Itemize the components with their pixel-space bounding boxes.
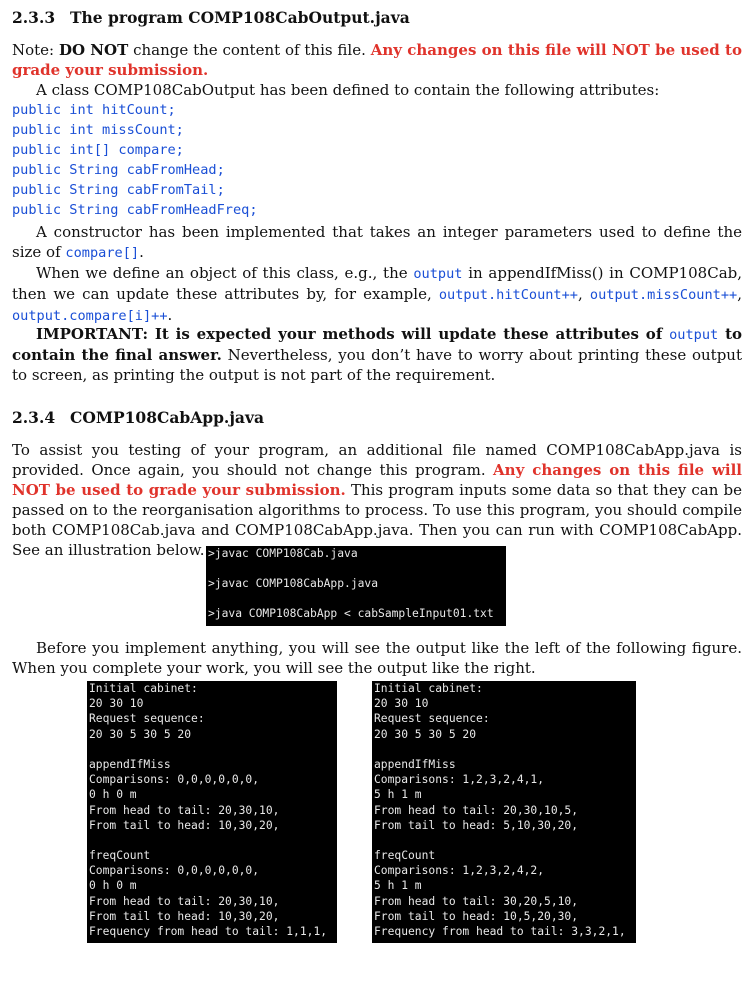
- command-terminal: [206, 546, 506, 626]
- terminal-line: freqCount: [374, 849, 436, 863]
- constructor-text: A constructor has been implemented that takes an integer parameters used to define the size of: [12, 223, 742, 261]
- terminal-line: Initial cabinet:: [89, 682, 198, 695]
- terminal-line: 0 h 0 m: [89, 788, 137, 802]
- terminal-line: [374, 742, 636, 757]
- note-bold: DO NOT: [58, 41, 129, 59]
- cabapp-paragraph: [12, 440, 742, 560]
- terminal-line: Frequency from head to tail: 1,1,1,: [89, 925, 328, 938]
- define-text: in appendIfMiss() in COMP108Cab, then we can update these attributes by, for example,: [12, 264, 743, 303]
- cabapp-text-rest: This program inputs some data so that they can be passed on to the reorganisation algorithms to process. To use this program, you should compile both COMP108Cab.java and COMP108CabApp.java. Then you can run with COMP108CabApp. See an illustration below.: [12, 481, 742, 559]
- define-code-hitcount: output.hitCount++: [438, 287, 578, 303]
- constructor-code: compare[]: [65, 245, 140, 261]
- terminal-line: Comparisons: 1,2,3,2,4,1,: [374, 773, 545, 787]
- define-code-compare: output.compare[i]++: [12, 308, 168, 324]
- code-line: public String cabFromHead;: [12, 162, 225, 178]
- terminal-line: 20 30 10: [374, 697, 429, 711]
- terminal-line: 20 30 5 30 5 20: [374, 727, 477, 741]
- terminal-line: From head to tail: 20,30,10,5,: [374, 803, 579, 817]
- terminal-line: Comparisons: 1,2,3,2,4,2,: [374, 864, 545, 878]
- terminal-line: [89, 742, 337, 757]
- terminal-line: [374, 833, 636, 848]
- command-line: >javac COMP108CabApp.java: [208, 577, 379, 590]
- terminal-line: 20 30 5 30 5 20: [89, 727, 192, 741]
- define-separator: ,: [737, 285, 742, 303]
- important-bold: IMPORTANT: It is expected your methods will update these attributes of: [36, 325, 670, 343]
- define-paragraph: [12, 263, 742, 326]
- note-warning: Any changes on this file will NOT be used to grade your submission.: [12, 41, 742, 79]
- attribute-code-block: [12, 100, 258, 220]
- terminal-line: appendIfMiss: [89, 757, 171, 771]
- terminal-line: Frequency from head to tail: 3,3,2,1,: [374, 925, 626, 938]
- important-bold-end: to contain the final answer.: [12, 325, 743, 364]
- cabapp-warning: Any changes on this file will NOT be used to grade your submission.: [12, 461, 742, 499]
- note-paragraph: [12, 40, 742, 80]
- terminal-line: [89, 833, 337, 848]
- terminal-line: From tail to head: 10,30,20,: [89, 818, 280, 832]
- important-code: output: [669, 327, 719, 343]
- terminal-output-after: [372, 681, 636, 943]
- terminal-line: 0 h 0 m: [89, 879, 137, 893]
- code-line: public int[] compare;: [12, 142, 184, 158]
- command-line: >java COMP108CabApp < cabSampleInput01.txt: [208, 607, 494, 620]
- terminal-line: From head to tail: 30,20,5,10,: [374, 894, 579, 908]
- terminal-line: Request sequence:: [374, 712, 490, 726]
- terminal-line: Initial cabinet:: [374, 682, 483, 695]
- section-number: 2.3.3: [12, 8, 56, 27]
- before-paragraph: Before you implement anything, you will see the output like the left of the following figure. When you complete your work, you will see the output like the right.: [12, 639, 742, 677]
- constructor-end: .: [139, 243, 144, 261]
- define-text: When we define an object of this class, e.g., the: [36, 264, 414, 282]
- terminal-output-before: [87, 681, 337, 943]
- define-code-output: output: [413, 266, 463, 282]
- terminal-line: From head to tail: 20,30,10,: [89, 894, 280, 908]
- define-code-misscount: output.missCount++: [589, 287, 738, 303]
- code-line: public String cabFromHeadFreq;: [12, 202, 258, 218]
- terminal-line: Comparisons: 0,0,0,0,0,0,: [89, 864, 260, 878]
- intro-paragraph: A class COMP108CabOutput has been defined to contain the following attributes:: [36, 81, 660, 99]
- code-line: public int missCount;: [12, 122, 184, 138]
- constructor-paragraph: [12, 222, 742, 263]
- section-heading-233: [12, 8, 410, 27]
- terminal-line: appendIfMiss: [374, 757, 456, 771]
- terminal-line: 5 h 1 m: [374, 788, 422, 802]
- cabapp-text: To assist you testing of your program, an additional file named COMP108CabApp.java is provided. Once again, you should not change this program.: [12, 441, 742, 479]
- note-prefix: Note:: [12, 41, 59, 59]
- terminal-line: 5 h 1 m: [374, 879, 422, 893]
- terminal-line: From tail to head: 5,10,30,20,: [374, 818, 579, 832]
- section-title: COMP108CabApp.java: [70, 408, 265, 427]
- terminal-line: Request sequence:: [89, 712, 205, 726]
- define-separator: ,: [578, 285, 590, 303]
- section-heading-234: [12, 408, 264, 427]
- terminal-line: freqCount: [89, 849, 151, 863]
- terminal-line: From head to tail: 20,30,10,: [89, 803, 280, 817]
- important-rest: Nevertheless, you don’t have to worry about printing these output to screen, as printing the output is not part of the requirement.: [12, 346, 742, 384]
- terminal-line: Comparisons: 0,0,0,0,0,0,: [89, 773, 260, 787]
- terminal-line: From tail to head: 10,5,20,30,: [374, 909, 579, 923]
- define-end: .: [167, 306, 173, 324]
- terminal-line: 20 30 10: [89, 697, 144, 711]
- code-line: public String cabFromTail;: [12, 182, 225, 198]
- terminal-line: From tail to head: 10,30,20,: [89, 909, 280, 923]
- code-line: public int hitCount;: [12, 102, 176, 118]
- section-number: 2.3.4: [12, 408, 56, 427]
- note-text: change the content of this file.: [128, 41, 371, 59]
- important-paragraph: [12, 324, 742, 385]
- section-title: The program COMP108CabOutput.java: [70, 8, 410, 27]
- command-line: >javac COMP108Cab.java: [208, 547, 358, 560]
